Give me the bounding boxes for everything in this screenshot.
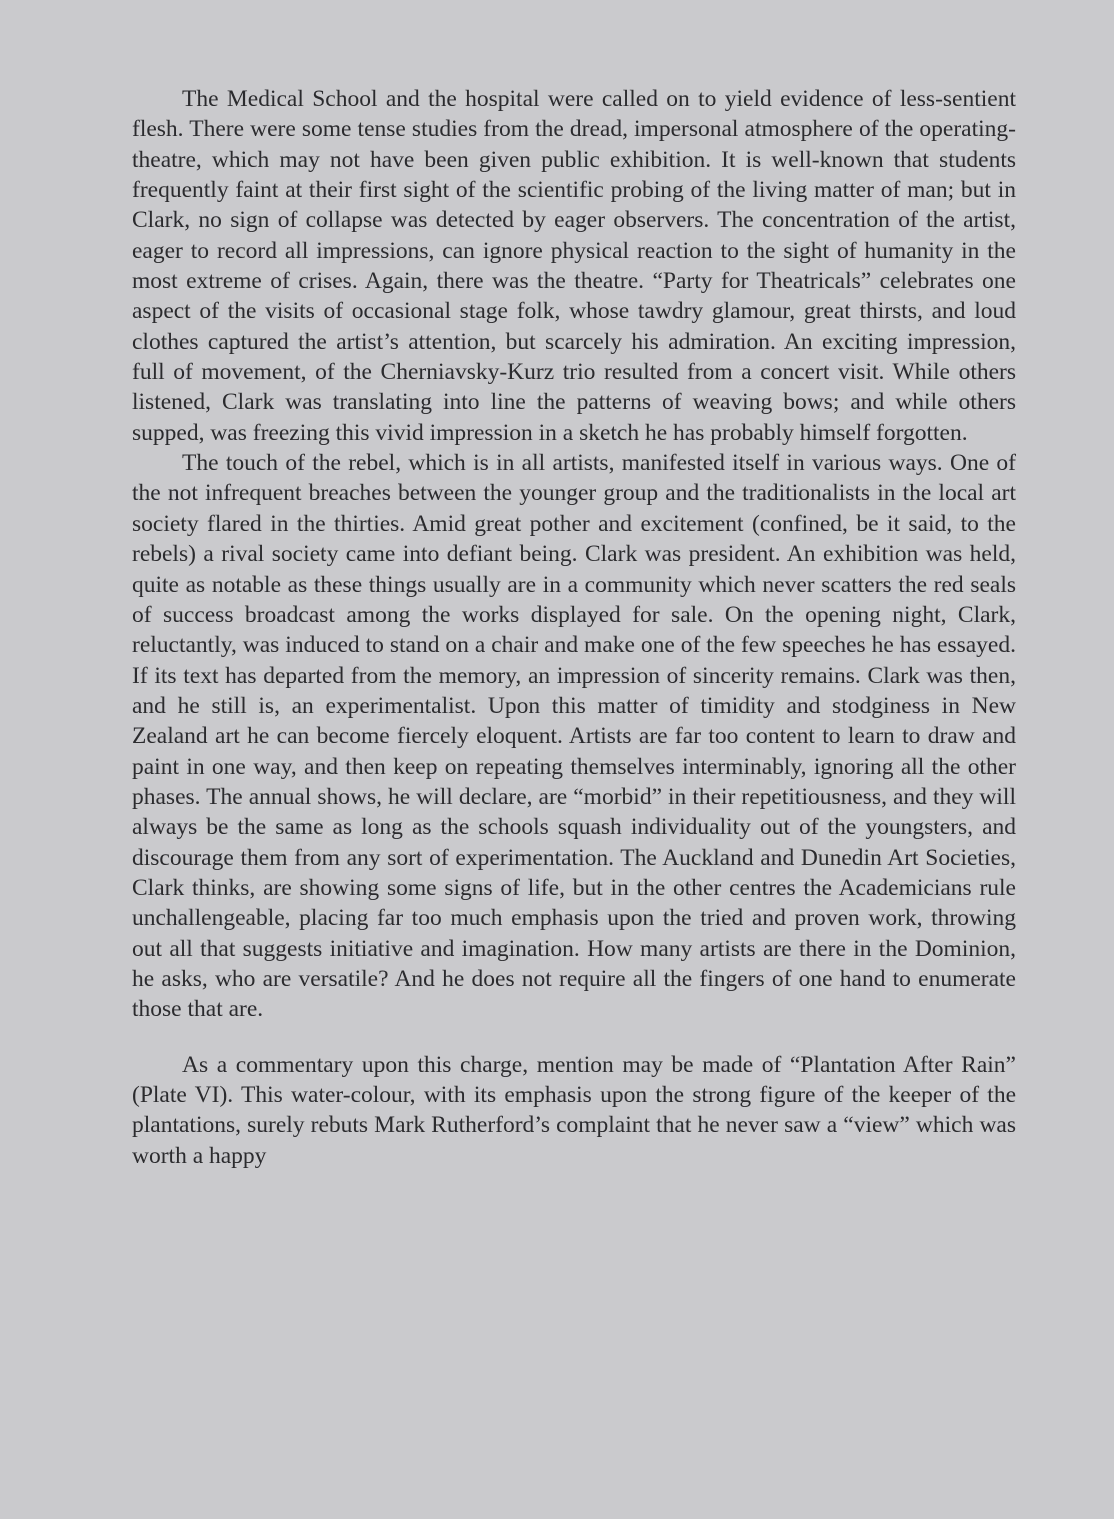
paragraph-medical-school: The Medical School and the hospital were called on to yield evidence of less-sentient flesh. There were some tense studies from the dread, impersonal atmosphere of the operating-theatre, which may not have been given public exhibition. It is well-known that students frequently faint at their first sight of the scientific probing of the living matter of man; but in Clark, no sign of collapse was detected by eager observers. The concentration of the artist, eager to record all impressions, can ignore physical reaction to the sight of humanity in the most extreme of crises. Again, there was the theatre. “Party for Theatricals” celebrates one aspect of the visits of occasional stage folk, whose tawdry glamour, great thirsts, and loud clothes captured the artist’s attention, but scarcely his admiration. An exciting impression, full of movement, of the Cherniavsky-Kurz trio resulted from a concert visit. While others listened, Clark was translating into line the patterns of weaving bows; and while others supped, was freezing this vivid impression in a sketch he has probably himself forgotten. [132,86,1016,446]
paragraph-commentary: As a commentary upon this charge, mention may be made of “Plantation After Rain” (Plate VI). This water-colour, with its emphasis upon the strong figure of the keeper of the plantations, surely rebuts Mark Rutherford’s complaint that he never saw a “view” which was worth a happy [132,1051,1016,1169]
body-text [132,84,1016,1171]
paragraph-rebel: The touch of the rebel, which is in all artists, manifested itself in various ways. One of the not infrequent breaches between the younger group and the traditionalists in the local art society flared in the thirties. Amid great pother and excitement (confined, be it said, to the rebels) a rival society came into defiant being. Clark was president. An exhibition was held, quite as notable as these things usually are in a community which never scatters the red seals of success broadcast among the works displayed for sale. On the opening night, Clark, reluctantly, was induced to stand on a chair and make one of the few speeches he has essayed. If its text has departed from the memory, an impression of sincerity remains. Clark was then, and he still is, an experimentalist. Upon this matter of timidity and stodginess in New Zealand art he can become fiercely eloquent. Artists are far too content to learn to draw and paint in one way, and then keep on repeating themselves interminably, ignoring all the other phases. The annual shows, he will declare, are “morbid” in their repetitiousness, and they will always be the same as long as the schools squash individuality out of the youngsters, and discourage them from any sort of experimentation. The Auckland and Dunedin Art Societies, Clark thinks, are showing some signs of life, but in the other centres the Academicians rule unchallengeable, placing far too much emphasis upon the tried and proven work, throwing out all that suggests initiative and imagination. How many artists are there in the Dominion, he asks, who are versatile? And he does not require all the fingers of one hand to enumerate those that are. [132,450,1016,1023]
